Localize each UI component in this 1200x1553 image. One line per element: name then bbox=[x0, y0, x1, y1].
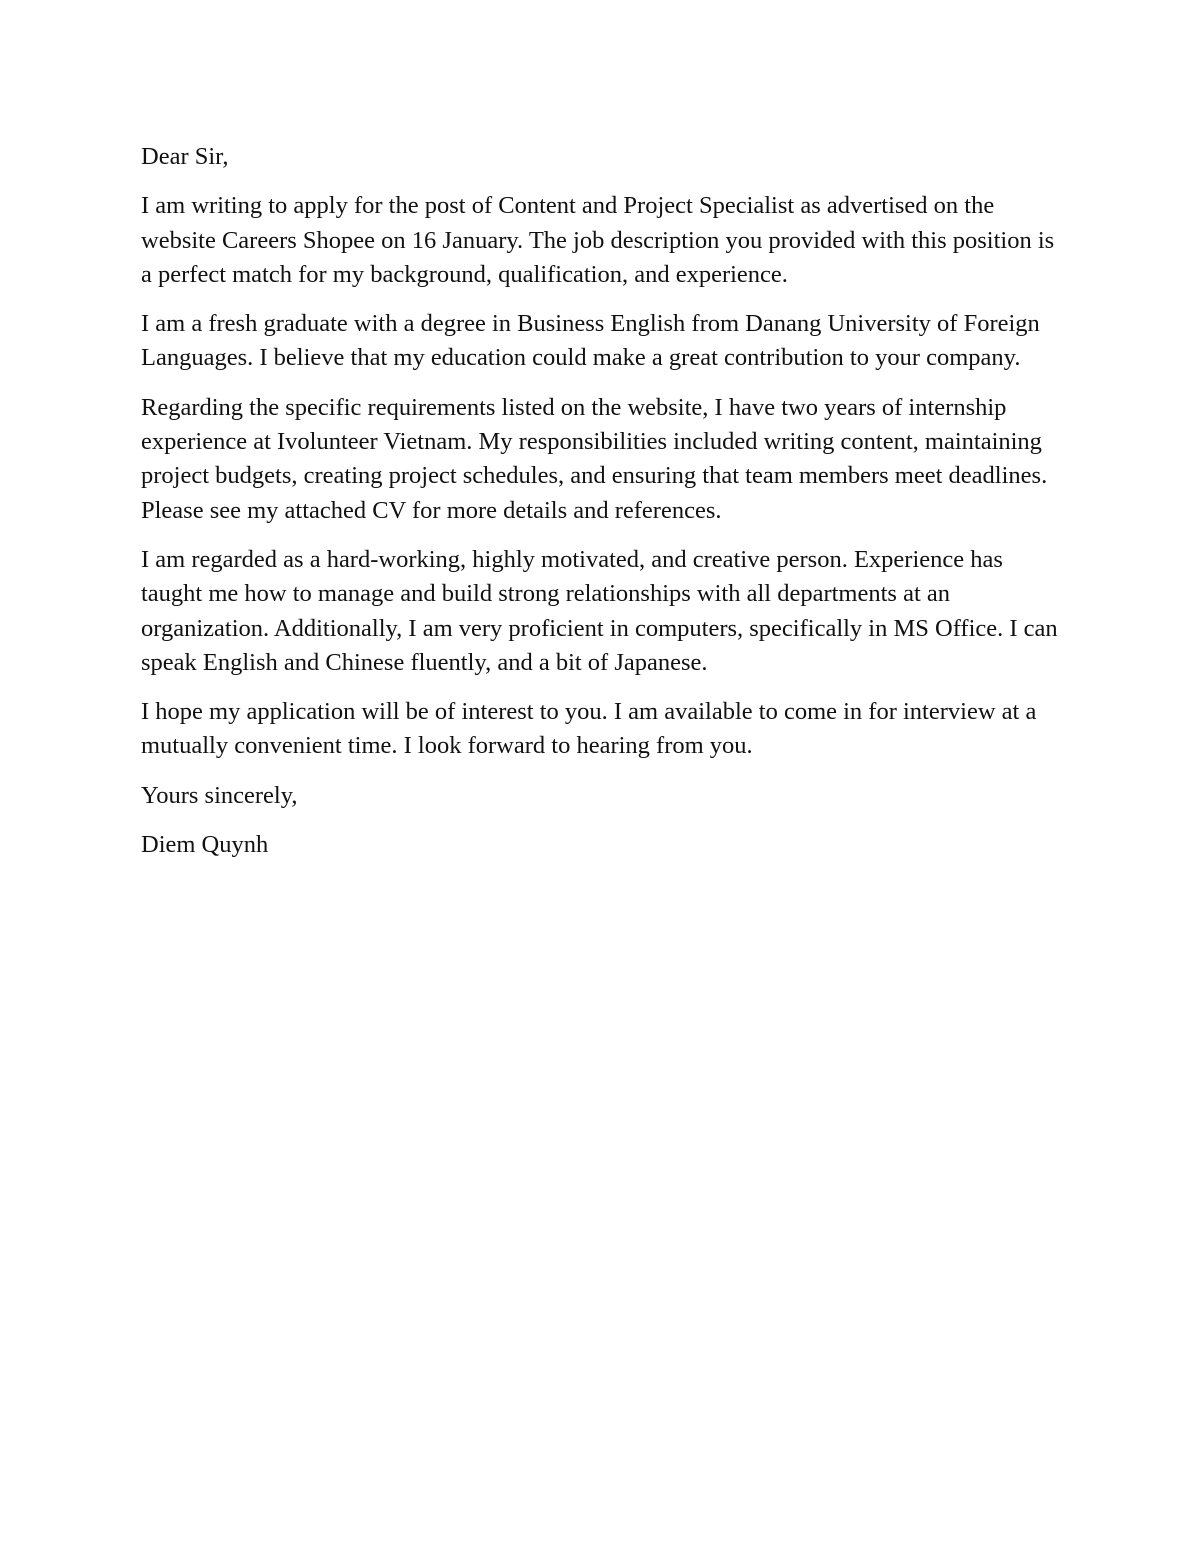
cover-letter bbox=[141, 140, 1070, 862]
salutation: Dear Sir, bbox=[141, 143, 229, 170]
paragraph-skills: I am regarded as a hard-working, highly motivated, and creative person. Experience has taught me how to manage and build strong relationships with all departments at an organization. Additionally, I am very proficient in computers, specifically in MS Office. I can speak English and Chinese fluently, and a bit of Japanese. bbox=[141, 545, 1058, 676]
paragraph-education: I am a fresh graduate with a degree in Business English from Danang University of Foreign Languages. I believe that my education could make a great contribution to your company. bbox=[141, 310, 1040, 372]
paragraph-intro: I am writing to apply for the post of Content and Project Specialist as advertised on the website Careers Shopee on 16 January. The job description you provided with this position is a perfect match for my background, qualification, and experience. bbox=[141, 192, 1055, 288]
paragraph-closing-remarks: I hope my application will be of interest to you. I am available to come in for interview at a mutually convenient time. I look forward to hearing from you. bbox=[141, 698, 1037, 760]
signature: Diem Quynh bbox=[141, 831, 269, 859]
paragraph-experience: Regarding the specific requirements listed on the website, I have two years of internship experience at Ivolunteer Vietnam. My responsibilities included writing content, maintaining project budgets, creating project schedules, and ensuring that team members meet deadlines. Please see my attached CV for more details and references. bbox=[141, 393, 1048, 524]
closing: Yours sincerely, bbox=[141, 781, 298, 809]
